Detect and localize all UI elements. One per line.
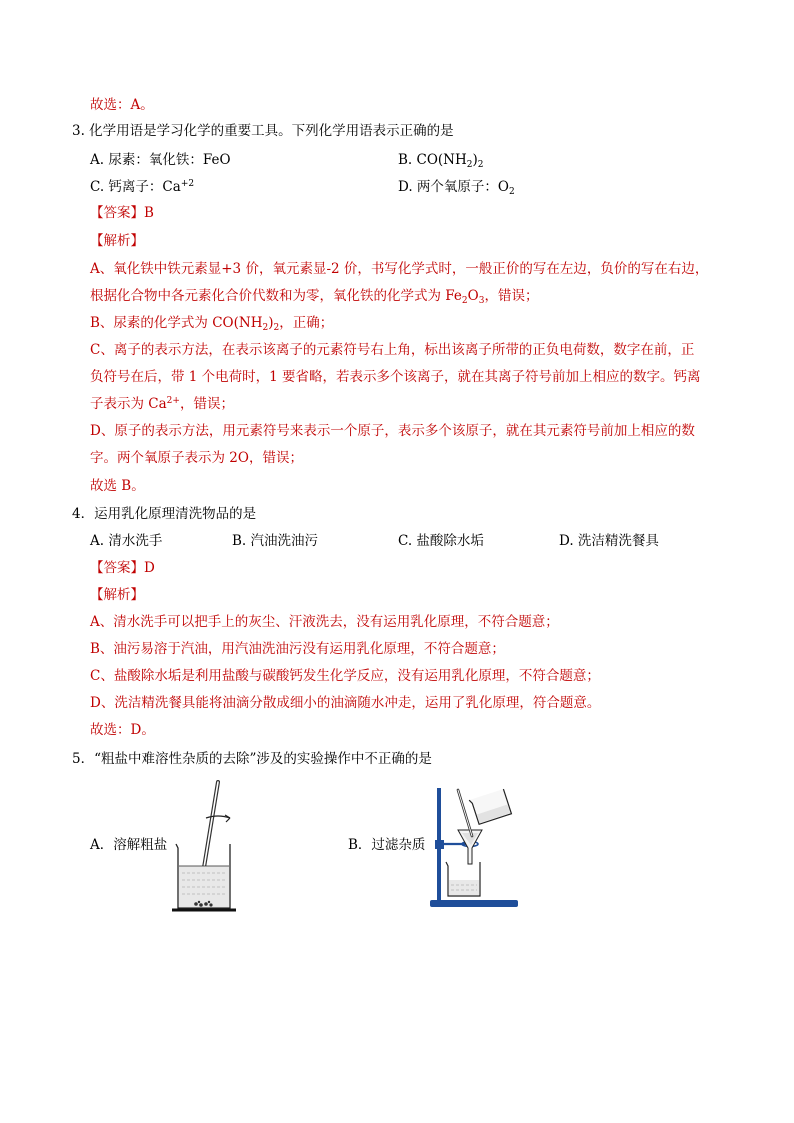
q4-option-d: D. 洗洁精洗餐具	[559, 533, 659, 549]
q3-analysis-b: B、尿素的化学式为 $CO(NH_2)_2$，正确；	[90, 315, 334, 333]
pouring-beaker-icon	[469, 789, 511, 825]
q3-analysis-label: 【解析】	[90, 233, 144, 249]
q4-option-a: A. 清水洗手	[90, 533, 163, 549]
q3-analysis-a-line1: A、氧化铁中铁元素显+3 价，氧元素显-2 价，书写化学式时，一般正价的写在左边，负价的写在右边，	[90, 261, 709, 277]
q4-answer: 【答案】D	[90, 560, 155, 576]
funnel-icon	[458, 830, 482, 864]
q3-option-b: B. $CO(NH_2)_2$	[398, 152, 484, 170]
q3-option-d: D. 两个氧原子：$O_2$	[398, 179, 515, 197]
q5-stem: 5．“粗盐中难溶性杂质的去除”涉及的实验操作中不正确的是	[72, 751, 432, 767]
filtration-apparatus-illustration	[428, 782, 528, 912]
q4-stem: 4．运用乳化原理清洗物品的是	[72, 506, 257, 522]
q4-option-c: C. 盐酸除水垢	[398, 533, 484, 549]
q4-analysis-c: C、盐酸除水垢是利用盐酸与碳酸钙发生化学反应，没有运用乳化原理，不符合题意；	[90, 668, 600, 684]
q3-analysis-c-line3: 子表示为 $Ca^{2+}$，错误；	[90, 396, 234, 412]
q4-analysis-a: A、清水洗手可以把手上的灰尘、汗液洗去，没有运用乳化原理，不符合题意；	[90, 614, 559, 630]
q3-analysis-c-line2: 负符号在后，带 1 个电荷时，1 要省略，若表示多个该离子，就在其离子符号前加上相应的数字。钙离	[90, 369, 701, 385]
q4-analysis-d: D、洗洁精洗餐具能将油滴分散成细小的油滴随水冲走，运用了乳化原理，符合题意。	[90, 695, 601, 711]
q3-answer: 【答案】B	[90, 205, 154, 221]
q5-option-b-label: B．过滤杂质	[348, 837, 426, 853]
q3-conclusion: 故选 B。	[90, 478, 145, 494]
receiving-beaker-icon	[446, 862, 480, 896]
q2-conclusion: 故选：A。	[90, 97, 154, 113]
q3-analysis-d-line2: 字。两个氧原子表示为 2O，错误；	[90, 450, 303, 466]
q3-option-c: C. 钙离子：$Ca^{+2}$	[90, 179, 195, 195]
q3-option-a: A. 尿素：氧化铁：FeO	[90, 152, 231, 168]
dissolving-beaker-illustration	[170, 780, 250, 915]
q4-option-b: B. 汽油洗油污	[232, 533, 319, 549]
q3-analysis-d-line1: D、原子的表示方法，用元素符号来表示一个原子，表示多个该原子，就在其元素符号前加上相应的数	[90, 423, 695, 439]
q4-analysis-b: B、油污易溶于汽油，用汽油洗油污没有运用乳化原理，不符合题意；	[90, 641, 505, 657]
q4-conclusion: 故选：D。	[90, 722, 155, 738]
q3-analysis-c-line1: C、离子的表示方法，在表示该离子的元素符号右上角，标出该离子所带的正负电荷数，数字在前，正	[90, 342, 695, 358]
q3-stem: 3. 化学用语是学习化学的重要工具。下列化学用语表示正确的是	[72, 123, 454, 139]
beaker-icon	[172, 844, 236, 910]
q4-analysis-label: 【解析】	[90, 587, 144, 603]
q5-option-a-label: A．溶解粗盐	[90, 837, 168, 853]
q3-analysis-a-line2: 根据化合物中各元素化合价代数和为零，氧化铁的化学式为 $Fe_2O_3$，错误；	[90, 288, 539, 306]
